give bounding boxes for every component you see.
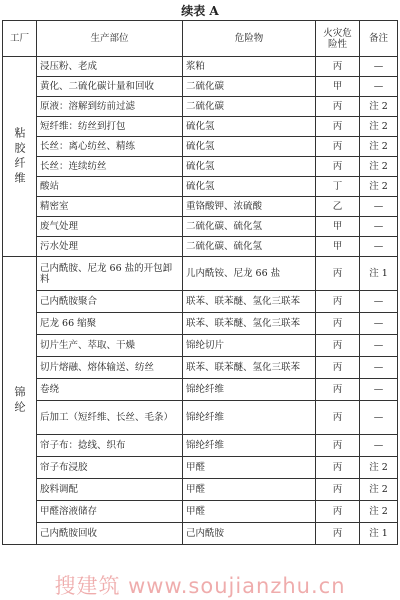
cell-note: — (360, 313, 398, 335)
header-fire: 火灾危险性 (316, 21, 360, 57)
cell-note: — (360, 77, 398, 97)
cell-hazard: 联苯、联苯醚、氢化三联苯 (183, 313, 316, 335)
cell-plant (3, 257, 37, 545)
cell-hazard: 重铬酸钾、浓硫酸 (183, 197, 316, 217)
cell-hazard: 硫化氢 (183, 157, 316, 177)
table-header-row (3, 21, 398, 57)
cell-hazard: 锦纶纤维 (183, 435, 316, 457)
cell-dept: 己内酰胺、尼龙 66 盐的开包卸料 (37, 257, 183, 291)
cell-note: — (360, 379, 398, 401)
table-row (3, 197, 398, 217)
cell-hazard: 二硫化碳、硫化氢 (183, 217, 316, 237)
cell-fire: 甲 (316, 237, 360, 257)
cell-dept: 帘子布浸胶 (37, 457, 183, 479)
header-hazard: 危险物 (183, 21, 316, 57)
cell-dept: 污水处理 (37, 237, 183, 257)
cell-dept: 己内酰胺回收 (37, 523, 183, 545)
cell-dept: 长丝：连续纺丝 (37, 157, 183, 177)
table-row (3, 457, 398, 479)
cell-fire: 乙 (316, 197, 360, 217)
table-row (3, 237, 398, 257)
table-row (3, 217, 398, 237)
cell-dept: 浸压粉、老成 (37, 57, 183, 77)
cell-dept: 后加工（短纤维、长丝、毛条） (37, 401, 183, 435)
header-dept: 生产部位 (37, 21, 183, 57)
cell-note: 注 2 (360, 97, 398, 117)
cell-fire: 丙 (316, 435, 360, 457)
cell-note: 注 2 (360, 137, 398, 157)
plant-name: 锦纶 (13, 385, 26, 416)
cell-plant (3, 57, 37, 257)
cell-hazard: 浆粕 (183, 57, 316, 77)
header-note: 备注 (360, 21, 398, 57)
cell-dept: 废气处理 (37, 217, 183, 237)
cell-hazard: 硫化氢 (183, 177, 316, 197)
cell-hazard: 二硫化碳、硫化氢 (183, 237, 316, 257)
table-row (3, 77, 398, 97)
cell-note: 注 1 (360, 523, 398, 545)
cell-fire: 丙 (316, 523, 360, 545)
cell-dept: 卷绕 (37, 379, 183, 401)
table-row (3, 401, 398, 435)
cell-fire: 丁 (316, 177, 360, 197)
cell-dept: 精密室 (37, 197, 183, 217)
cell-fire: 丙 (316, 291, 360, 313)
cell-fire: 丙 (316, 157, 360, 177)
cell-hazard: 甲醛 (183, 457, 316, 479)
cell-fire: 丙 (316, 97, 360, 117)
table-row (3, 291, 398, 313)
table-row (3, 335, 398, 357)
cell-note: 注 1 (360, 257, 398, 291)
cell-hazard: 锦纶纤维 (183, 401, 316, 435)
cell-hazard: 锦纶切片 (183, 335, 316, 357)
cell-note: — (360, 197, 398, 217)
cell-hazard: 联苯、联苯醚、氢化三联苯 (183, 291, 316, 313)
cell-fire: 丙 (316, 313, 360, 335)
table-caption: 续表 A (181, 4, 219, 18)
table-row (3, 257, 398, 291)
cell-hazard: 儿内酰铵、尼龙 66 盐 (183, 257, 316, 291)
cell-dept: 甲醛溶液储存 (37, 501, 183, 523)
cell-fire: 丙 (316, 357, 360, 379)
cell-fire: 丙 (316, 117, 360, 137)
cell-hazard: 联苯、联苯醚、氢化三联苯 (183, 357, 316, 379)
cell-hazard: 二硫化碳 (183, 77, 316, 97)
cell-note: — (360, 357, 398, 379)
cell-note: 注 2 (360, 457, 398, 479)
cell-dept: 己内酰胺聚合 (37, 291, 183, 313)
table-row (3, 435, 398, 457)
cell-fire: 甲 (316, 77, 360, 97)
cell-hazard: 己内酰胺 (183, 523, 316, 545)
table-row (3, 177, 398, 197)
cell-note: — (360, 401, 398, 435)
cell-fire: 丙 (316, 379, 360, 401)
cell-hazard: 硫化氢 (183, 137, 316, 157)
cell-hazard: 硫化氢 (183, 117, 316, 137)
cell-fire: 丙 (316, 257, 360, 291)
cell-note: 注 2 (360, 157, 398, 177)
cell-note: 注 2 (360, 479, 398, 501)
cell-fire: 丙 (316, 457, 360, 479)
cell-dept: 长丝：离心纺丝、精练 (37, 137, 183, 157)
plant-name: 粘胶纤维 (13, 126, 26, 187)
cell-note: 注 2 (360, 177, 398, 197)
cell-dept: 尼龙 66 缩聚 (37, 313, 183, 335)
cell-note: — (360, 217, 398, 237)
cell-dept: 切片熔融、熔体输送、纺丝 (37, 357, 183, 379)
cell-dept: 短纤维：纺丝到打包 (37, 117, 183, 137)
cell-note: — (360, 335, 398, 357)
cell-hazard: 甲醛 (183, 501, 316, 523)
cell-note: — (360, 237, 398, 257)
cell-hazard: 锦纶纤维 (183, 379, 316, 401)
table-row (3, 117, 398, 137)
cell-note: — (360, 57, 398, 77)
cell-fire: 丙 (316, 501, 360, 523)
table-row (3, 523, 398, 545)
cell-dept: 黄化、二硫化碳计量和回收 (37, 77, 183, 97)
cell-dept: 切片生产、萃取、干燥 (37, 335, 183, 357)
cell-dept: 胶料调配 (37, 479, 183, 501)
cell-note: — (360, 291, 398, 313)
cell-note: 注 2 (360, 501, 398, 523)
table-row (3, 157, 398, 177)
cell-note: 注 2 (360, 117, 398, 137)
cell-fire: 丙 (316, 57, 360, 77)
table-row (3, 357, 398, 379)
cell-fire: 丙 (316, 479, 360, 501)
table-row (3, 379, 398, 401)
cell-note: — (360, 435, 398, 457)
table-row (3, 501, 398, 523)
cell-dept: 酸站 (37, 177, 183, 197)
table-row (3, 57, 398, 77)
cell-hazard: 二硫化碳 (183, 97, 316, 117)
table-row (3, 97, 398, 117)
watermark: 搜建筑 www.soujianzhu.cn (54, 574, 346, 598)
table-row (3, 313, 398, 335)
cell-dept: 原液：溶解到纺前过滤 (37, 97, 183, 117)
table-row (3, 479, 398, 501)
cell-fire: 甲 (316, 217, 360, 237)
table-row (3, 137, 398, 157)
cell-fire: 丙 (316, 401, 360, 435)
cell-fire: 丙 (316, 335, 360, 357)
cell-dept: 帘子布：捻线、织布 (37, 435, 183, 457)
hazard-table (2, 20, 398, 545)
header-plant: 工厂 (3, 21, 37, 57)
cell-hazard: 甲醛 (183, 479, 316, 501)
cell-fire: 丙 (316, 137, 360, 157)
